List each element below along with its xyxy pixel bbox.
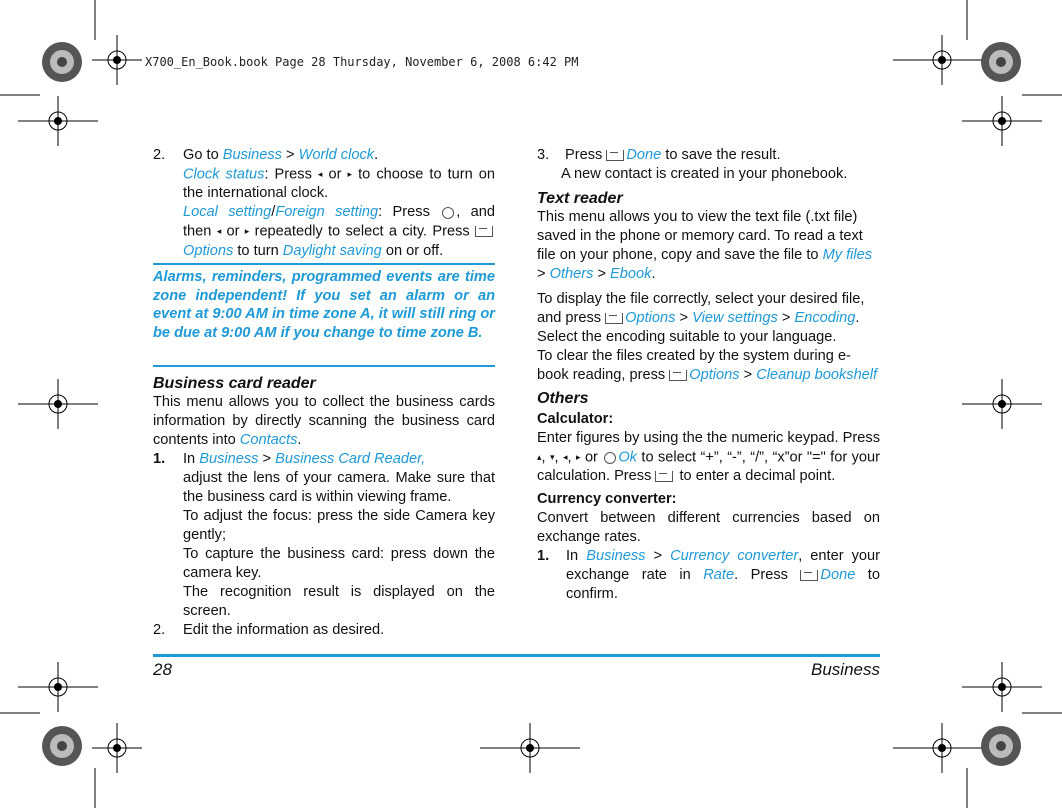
clock-status-label: Clock status [183,166,265,183]
text-reader-p3 [537,347,880,385]
text: Press [565,147,603,163]
local-setting-label: Local setting [183,204,272,221]
currency-title: Currency converter: [537,491,677,508]
nav-down-icon: ▾ [550,452,555,462]
separator: > [781,310,791,326]
note-top-rule [153,263,495,265]
bcr-step-1-a: adjust the lens of your camera. Make sure that the business card is within viewing frame. [183,470,495,505]
step-3-result: A new contact is created in your phonebook. [561,166,848,182]
separator: > [537,266,546,282]
menu-options: Options [183,242,234,259]
section-title: Text reader [537,190,623,207]
ok-key-icon [604,452,616,464]
text-reader-p2: To display the file correctly, select your desired file, and press Options > View settings > Encoding. [537,291,865,326]
text: on or off. [385,242,444,259]
softkey-icon [669,370,687,381]
bcr-step-1-c: To capture the business card: press down the camera key. [183,546,495,581]
softkey-icon [606,150,624,161]
menu-done: Done [820,567,856,584]
menu-options: Options [625,310,676,326]
text: to enter a decimal point. [679,468,836,485]
clock-status-para [153,165,495,203]
text: or [328,166,342,183]
menu-business: Business [199,451,259,467]
menu-business-card-reader: Business Card Reader [275,451,422,467]
text: repeatedly to select a city. Press [254,223,470,240]
step-number: 1. [537,548,550,565]
separator: > [597,266,606,282]
text: . [374,147,379,163]
bcr-step-2 [153,621,495,640]
step-2-goto [153,146,495,165]
note-bottom-rule [153,365,495,367]
menu-world-clock: World clock [298,147,375,163]
step-number: 3. [537,147,550,163]
softkey-icon [475,226,493,237]
page-number: 28 [153,660,172,679]
menu-view-settings: View settings [692,310,778,326]
text: . Press [734,567,788,584]
separator: > [286,147,295,163]
text: or [584,449,598,466]
softkey-icon [605,313,623,324]
footer-section: Business [811,660,880,679]
menu-others: Others [549,266,594,282]
text-reader-p2b: Select the encoding suitable to your language. [537,329,837,345]
text: To clear the files created by the system during e-book reading, press [537,348,851,383]
currency-text: Convert between different currencies based on exchange rates. [537,510,880,546]
nav-right-icon: ▸ [576,452,581,462]
separator: > [743,367,753,383]
bcr-step-1 [153,450,495,469]
menu-rate: Rate [703,567,735,584]
text: / [271,204,276,221]
currency-step-1: 1. In Business > Currency converter, enter your exchange rate in Rate. Press Done to confirm. [537,548,880,603]
text-reader-p1: This menu allows you to view the text file (.txt file) saved in the phone or memory card. To read a text file on your phone, copy and save the file to My files > Others > Ebook. [537,209,873,282]
menu-done: Done [626,147,662,163]
nav-right-icon: ▸ [244,226,250,237]
menu-encoding: Encoding [794,310,856,326]
business-card-reader-section [153,374,495,640]
text: Go to [183,147,219,163]
step-3 [537,146,880,165]
nav-right-icon: ▸ [347,169,353,179]
text: , and then [183,204,495,240]
menu-business: Business [586,548,646,565]
text: In [183,451,196,467]
softkey-icon [800,570,818,581]
text: This menu allows you to view the text file (.txt file) saved in the phone or memory card. To read a text file on your phone, copy and save the file to [537,209,863,263]
menu-currency-converter: Currency converter [670,548,799,565]
separator: > [262,451,272,467]
step-number: 2. [153,622,166,638]
bcr-intro: This menu allows you to collect the business cards information by directly scanning the business card contents into Contacts. [153,394,495,448]
text: : Press [378,204,430,221]
text: : Press [264,166,312,183]
text: , [421,451,426,467]
left-column [153,146,495,261]
menu-contacts: Contacts [239,432,298,448]
menu-business: Business [222,147,282,163]
menu-daylight-saving: Daylight saving [282,242,382,259]
menu-cleanup-bookshelf: Cleanup bookshelf [756,367,878,383]
nav-left-icon: ◂ [317,169,323,179]
text: to turn [237,242,279,259]
text: or [226,223,240,240]
separator: > [679,310,689,326]
footer-rule [153,654,880,657]
step-number: 1. [153,451,166,467]
menu-options: Options [689,367,740,383]
section-title: Business card reader [153,375,316,392]
local-setting-para [153,203,495,260]
right-column [537,146,880,604]
text: to confirm. [566,567,880,603]
ok-key-icon [442,207,454,219]
section-title: Others [537,390,589,407]
nav-left-icon: ◂ [563,452,568,462]
nav-left-icon: ◂ [216,226,222,237]
print-header: X700_En_Book.book Page 28 Thursday, November 6, 2008 6:42 PM [145,55,579,69]
menu-ok: Ok [618,449,637,466]
text: to choose to turn on the international clock. [183,166,496,202]
step-number: 2. [153,147,166,163]
nav-up-icon: ▴ [537,452,542,462]
menu-ebook: Ebook [610,266,652,282]
foreign-setting-label: Foreign setting [275,204,379,221]
calculator-title: Calculator: [537,411,614,427]
text: to save the result. [665,147,781,163]
timezone-note: Alarms, reminders, programmed events are time zone independent! If you set an alarm or an event at 9:00 AM in time zone A, it will still ring or be due at 9:00 AM if you change to time zone B. [153,269,495,342]
text: In [566,548,579,565]
text: , enter your exchange rate in [566,548,880,584]
menu-my-files: My files [822,247,873,263]
bcr-step-1-d: The recognition result is displayed on the screen. [183,584,495,619]
bcr-step-1-b: To adjust the focus: press the side Camera key gently; [183,508,495,543]
star-key-icon [655,471,673,482]
text: Enter figures by using the the numeric keypad. Press [537,430,880,446]
text: to select “+”, “-”, “/”, “x”or "=" for your calculation. Press [537,449,880,485]
calculator-text: Enter figures by using the the numeric keypad. Press ▴, ▾, ◂, ▸ or Ok to select “+”, “-”, “/”, “x”or "=" for your calculation. Press to enter a decimal point. [537,430,880,485]
text: Edit the information as desired. [183,622,385,638]
text: This menu allows you to collect the business cards information by directly scanning the business card contents into [153,394,495,448]
text: To display the file correctly, select your desired file, and press [537,291,865,326]
